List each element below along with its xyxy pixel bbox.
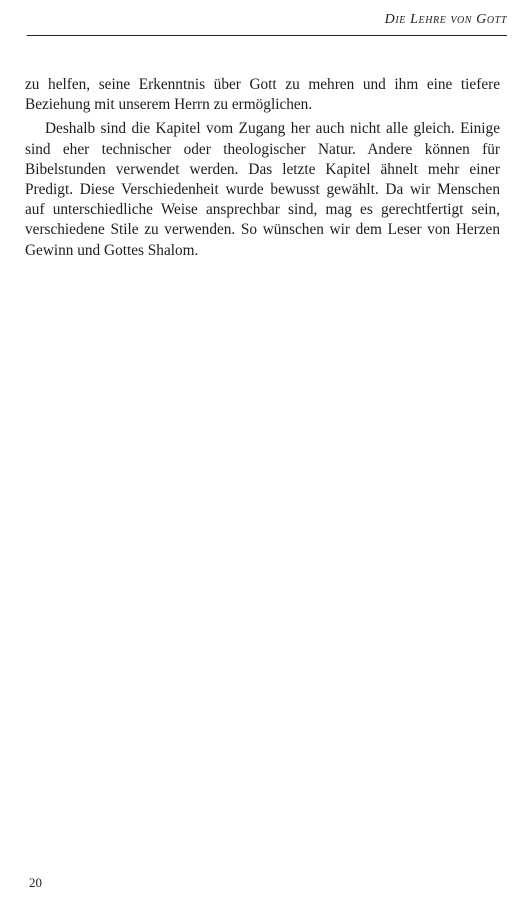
page-number: 20 bbox=[29, 875, 42, 890]
paragraph: Deshalb sind die Kapitel vom Zugang her auch nicht alle gleich. Einige sind eher technischer oder theologischer Natur. Andere können für Bibelstunden verwendet werden. Das letzte Kapitel ähnelt mehr einer Predigt. Diese Verschiedenheit wurde bewusst gewählt. Da wir Menschen auf unterschiedliche Weise ansprechbar sind, mag es gerechtfertigt sein, verschiedene Stile zu verwenden. So wünschen wir dem Leser von Herzen Gewinn und Gottes Shalom. bbox=[25, 120, 500, 259]
paragraph-continuation: zu helfen, seine Erkenntnis über Gott zu mehren und ihm eine tiefere Beziehung mit unserem Herrn zu ermöglichen. bbox=[25, 76, 500, 114]
body-text bbox=[25, 75, 500, 261]
running-header: Die Lehre von Gott bbox=[384, 12, 507, 27]
header-rule bbox=[27, 35, 507, 36]
